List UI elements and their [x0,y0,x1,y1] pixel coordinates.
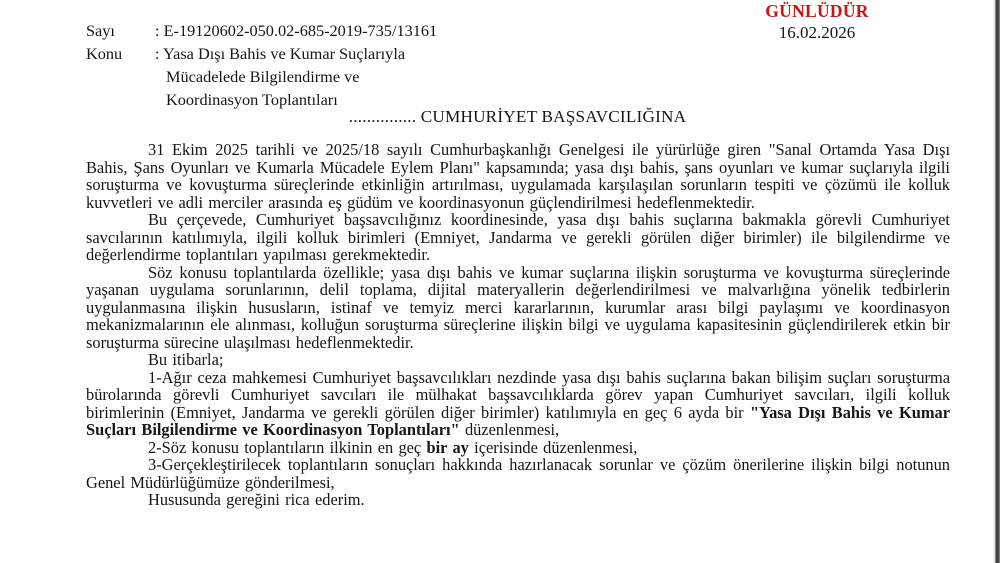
konu-row [86,42,437,111]
letter-body [86,141,950,509]
body-paragraph: Bu çerçevede, Cumhuriyet başsavcılığınız koordinesinde, yasa dışı bahis suçlarına bakmakla görevli Cumhuriyet savcılarının katılımıyla, ilgili kolluk birimleri (Emniyet, Jandarma ve gerekli görülen diğer birimler) ile bilgilendirme ve değerlendirme toplantıları yapılması gerekmektedir. [86,210,950,264]
scan-edge-line [992,0,1000,563]
konu-value [155,42,405,111]
document-date: 16.02.2026 [778,23,856,42]
konu-value-line-2: Mücadelede Bilgilendirme ve [166,67,360,86]
body-paragraph: 2-Söz konusu toplantıların ilkinin en geç bir ay içerisinde düzenlenmesi, [148,437,638,457]
addressee-heading: ............... CUMHURİYET BAŞSAVCILIĞINA [348,107,687,126]
body-paragraph: 1-Ağır ceza mahkemesi Cumhuriyet başsavcılıkları nezdinde yasa dışı bahis suçlarına bakan bilişim suçları soruşturma bürolarında görevli Cumhuriyet savcıları ile mülhakat başsavcılıklarda görev yapan Cumhuriyet savcıları, ilgili kolluk birimlerinin (Emniyet, Jandarma ve gerekli görülen diğer birimler) katılımıyla en geç 6 ayda bir "Yasa Dışı Bahis ve Kumar Suçları Bilgilendirme ve Koordinasyon Toplantıları" düzenlenmesi, [86,367,951,439]
stamp-block [750,1,884,44]
body-paragraph: Bu itibarla; [148,350,224,369]
body-paragraph: Hususunda gereğini rica ederim. [148,490,365,509]
sayi-label: Sayı [86,21,115,40]
konu-label: Konu [86,44,123,63]
sayi-value: : E-19120602-050.02-685-2019-735/13161 [155,21,438,40]
body-paragraph: 31 Ekim 2025 tarihli ve 2025/18 sayılı Cumhurbaşkanlığı Genelgesi ile yürürlüğe giren "Sanal Ortamda Yasa Dışı Bahis, Şans Oyunları ve Kumarla Mücadele Eylem Planı" kapsamında; yasa dışı bahis, şans oyunları ve kumar suçlarıyla ilgili soruşturma ve kovuşturma süreçlerinde etkinliğin artırılması, uygulamada karşılaşılan sorunların tespiti ve çözümü ile kolluk kuvvetleri ve adli merciler arasında eş güdüm ve koordinasyonun güçlendirilmesi hedeflenmektedir. [86,140,950,212]
body-paragraph: Söz konusu toplantılarda özellikle; yasa dışı bahis ve kumar suçlarına ilişkin soruşturma ve kovuşturma süreçlerinde yaşanan uygulama sorunlarının, delil toplama, dijital materyallerin değerlendirilmesi ve malvarlığına yönelik tedbirlerin uygulanmasına ilişkin hususların, istinaf ve temyiz merci kararlarının, kurumlar arası bilgi paylaşımı ve koordinasyon mekanizmalarının ele alınması, kolluğun soruşturma süreçlerine ilişkin bilgi ve uygulama kapasitesinin güçlendirilerek etkin bir soruşturma sürecine ulaşılması hedeflenmektedir. [86,262,950,352]
konu-value-line-1: : Yasa Dışı Bahis ve Kumar Suçlarıyla [155,44,406,63]
konu-value-line-3: Koordinasyon Toplantıları [166,90,338,109]
document-meta [86,19,437,111]
body-paragraph: 3-Gerçekleştirilecek toplantıların sonuçları hakkında hazırlanacak sorunlar ve çözüm önerilerine ilişkin bilgi notunun Genel Müdürlüğümüze gönderilmesi, [86,455,950,492]
classification-stamp: GÜNLÜDÜR [765,1,869,21]
sayi-row [86,19,437,42]
